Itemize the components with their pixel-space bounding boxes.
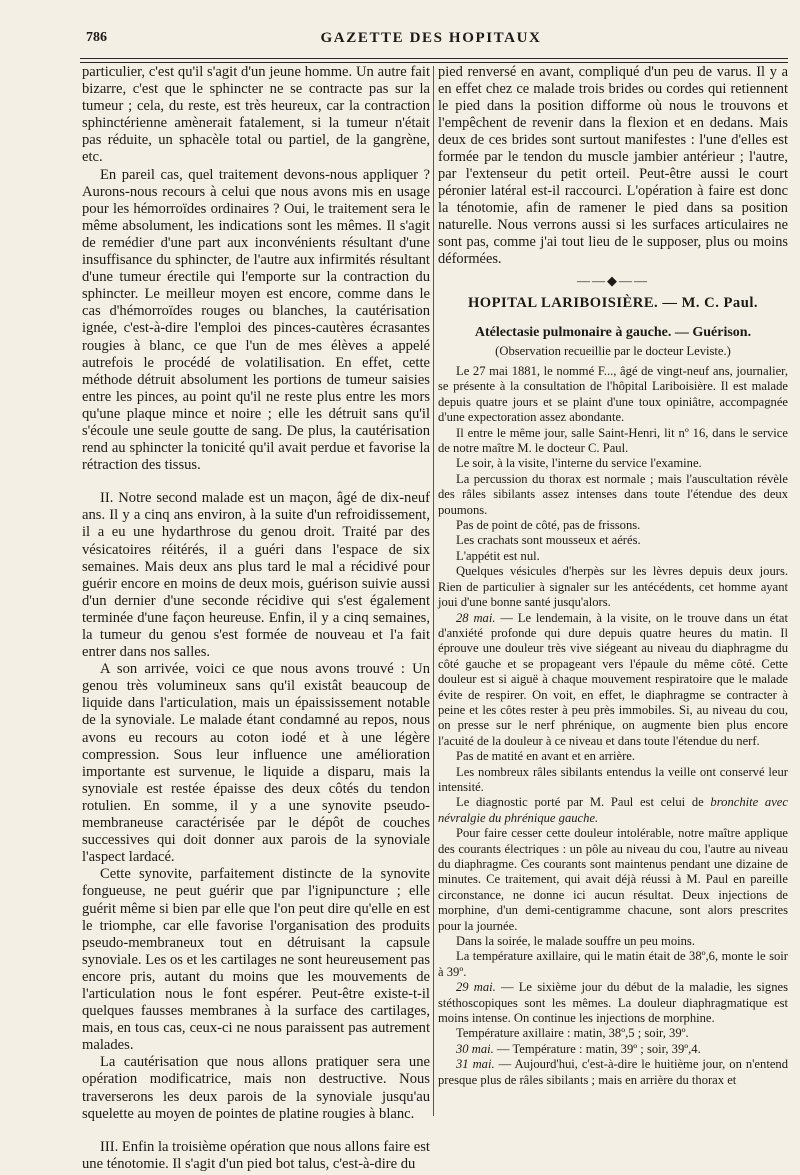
paragraph xyxy=(438,1057,788,1088)
paragraph: Quelques vésicules d'herpès sur les lèvres depuis deux jours. Rien de particulier à signaler sur les antécédents, cet homme ayant joui d'une bonne santé jusqu'alors. xyxy=(438,564,788,610)
entry-text: — Le sixième jour du début de la maladie, les signes stéthoscopiques sont les mêmes. La douleur diaphragmatique est moins intense. On continue les injections de morphine. xyxy=(438,980,789,1026)
paragraph xyxy=(438,611,788,750)
case-report xyxy=(438,364,788,1088)
column-divider xyxy=(433,66,434,1116)
entry-text: — Le lendemain, à la visite, on le trouve dans un état d'anxiété profonde qui dure depuis quatre heures du matin. Il éprouve une douleur très vive siégeant au niveau du diaphragme du côté gauche et se propageant vers l'épaule du même côté. Cette douleur est si aiguë à chaque mouvement respiratoire que le malade évite de respirer. On voit, en effet, le diaphragme se contracter à peine et les côtes rester à peu près immobiles. Si, au niveau du cou, on presse sur le nerf phrénique, on augmente bien plus encore l'acuité de la douleur à ce niveau et dans toute l'étendue du nerf. xyxy=(438,610,788,748)
paragraph: Les crachats sont mousseux et aérés. xyxy=(456,533,641,548)
paragraph: Pas de matité en avant et en arrière. xyxy=(456,749,636,764)
paragraph: Le 27 mai 1881, le nommé F..., âgé de vingt-neuf ans, journalier, se présente à la consultation de l'hôpital Lariboisière. Il est malade depuis quatre jours et se plaint d'une toux opiniâtre, accompagnée d'une expectoration assez abondante. xyxy=(438,364,788,425)
paragraph: La cautérisation que nous allons pratiquer sera une opération modificatrice, mais non destructive. Nous traverserons les deux parois de la synoviale jusqu'au squelette au moyen de pointes de platine rougies à blanc. xyxy=(82,1054,430,1122)
paragraph: L'appétit est nul. xyxy=(456,548,540,563)
case-title: Atélectasie pulmonaire à gauche. — Guérison. xyxy=(474,325,752,340)
paragraph: Il entre le même jour, salle Saint-Henri, lit nº 16, dans le service de notre maître M. le docteur C. Paul. xyxy=(438,425,788,456)
page-number: 786 xyxy=(86,30,107,45)
paragraph: Pour faire cesser cette douleur intolérable, notre maître applique des courants électriques : un pôle au niveau du cou, l'autre au niveau du diaphragme. Ces courants sont maintenus pendant une dizaine de minutes. Ce traitement, qui avait déjà réussi à M. Paul en pareille circonstance, ne donne ici aucun résultat. Deux injections de morphine, d'un demi-centigramme chacune, sont alors prescrites pour la journée. xyxy=(438,826,788,933)
paragraph: Température axillaire : matin, 38º,5 ; soir, 39º. xyxy=(456,1026,689,1041)
observation-note: (Observation recueillie par le docteur Leviste.) xyxy=(495,344,731,358)
header-rule xyxy=(80,58,788,59)
paragraph: particulier, c'est qu'il s'agit d'un jeune homme. Un autre fait bizarre, c'est que le sphincter ne se contracte pas sur la tumeur ; cela, du reste, est très heureux, car la contraction sphinctérienne amènerait fatalement, si la tumeur n'était pas réduite, un sphacèle total ou partiel, de la gangrène, etc. xyxy=(82,64,430,166)
diagnosis-emphasis: bronchite avec névralgie du phrénique gauche. xyxy=(438,795,788,825)
paragraph: Les nombreux râles sibilants entendus la veille ont conservé leur intensité. xyxy=(438,764,788,794)
entry-date: 28 mai. xyxy=(456,610,496,625)
paragraph xyxy=(438,1042,788,1057)
header-rule-thin xyxy=(80,62,788,63)
paragraph: Pas de point de côté, pas de frissons. xyxy=(456,518,641,533)
entry-text: — Aujourd'hui, c'est-à-dire le huitième jour, on n'entend presque plus de râles sibilants ; mais en arrière du thorax et xyxy=(438,1057,788,1087)
paragraph: La percussion du thorax est normale ; mais l'auscultation révèle des râles sibilants assez intenses dans toute l'étendue des deux poumons. xyxy=(438,471,788,517)
section-separator: ——◆—— xyxy=(577,273,649,288)
page-header xyxy=(80,30,782,54)
paragraph: Dans la soirée, le malade souffre un peu moins. xyxy=(456,934,695,949)
paragraph: Le soir, à la visite, l'interne du service l'examine. xyxy=(456,456,702,471)
paragraph: La température axillaire, qui le matin était de 38º,6, monte le soir à 39º. xyxy=(438,949,788,979)
entry-text: — Température : matin, 39º ; soir, 39º,4. xyxy=(493,1041,701,1056)
entry-date: 30 mai. xyxy=(456,1041,494,1056)
paragraph xyxy=(438,795,788,826)
paragraph: Cette synovite, parfaitement distincte de la synovite fongueuse, ne peut guérir que par l'ignipuncture ; elle guérit même si bien par elle que l'on peut dire qu'elle en est le triomphe, car elle favorise l'organisation des produits pseudo-membraneux tout en détruisant la capsule synoviale. Les os et les cartilages ne sont heureusement pas encore pris, autant du moins que les mouvements de l'articulation nous le font espérer. Peut-être existe-t-il quelques fausses membranes à la surface des cartilages, mais, en tous cas, ceux-ci ne nous paraissent pas autrement malades. xyxy=(82,866,430,1054)
paragraph xyxy=(438,980,788,1026)
right-column xyxy=(438,64,788,1088)
paragraph: En pareil cas, quel traitement devons-nous appliquer ? Aurons-nous recours à celui que nous avons mis en usage pour les hémorroïdes ordinaires ? Oui, le traitement sera le même absolument, les indications sont les mêmes. Il s'agit de remédier d'une part aux inconvénients résultant d'une insuffisance du sphincter, de l'autre aux infirmités résultant d'une tumeur érectile qui l'emporte sur la contraction du sphincter. Le meilleur moyen est encore, comme dans le cas d'hémorroïdes rouges ou blanches, la cautérisation ignée, c'est-à-dire l'emploi des pinces-cautères écrasantes rougies à blanc, ce que l'un de mes élèves a appelé autrefois le procédé de volatilisation. En effet, cette méthode détruit absolument les portions de tumeur saisies entre les pinces, au point qu'il ne reste plus entre les mors qu'une plaque mince et noire ; elle les détruit sans qu'il s'écoule une seule goutte de sang. De plus, la cautérisation rend au sphincter la tonicité qu'il avait perdue et favorise la rétraction des tissus. xyxy=(82,166,430,474)
paragraph: III. Enfin la troisième opération que nous allons faire est une ténotomie. Il s'agit d'un pied bot talus, c'est-à-dire du xyxy=(82,1138,430,1172)
journal-title: GAZETTE DES HOPITAUX xyxy=(320,30,542,46)
left-column xyxy=(82,64,430,1173)
entry-date: 31 mai. xyxy=(456,1057,495,1072)
paragraph: pied renversé en avant, compliqué d'un peu de varus. Il y a en effet chez ce malade trois brides ou cordes qui retiennent le pied dans la position difforme où nous le trouvons et l'empêchent de revenir dans la flexion et en dedans. Mais deux de ces brides sont surtout manifestes : l'une d'elles est formée par le tendon du muscle jambier antérieur ; l'autre, par l'extenseur du petit orteil. Peut-être aussi le court péronier latéral est-il raccourci. L'opération à faire est donc la ténotomie, afin de ramener le pied dans sa position naturelle. Nous verrons aussi si les surfaces articulaires ne sont pas, comme j'ai tout lieu de le supposer, plus ou moins déformées. xyxy=(438,64,788,267)
diagnosis-text: Le diagnostic porté par M. Paul est celui de xyxy=(456,795,711,810)
paragraph: A son arrivée, voici ce que nous avons trouvé : Un genou très volumineux sans qu'il existât beaucoup de liquide dans l'articulation, mais un épaississement notable de la synoviale. Le malade étant condamné au repos, nous avons eu recours au coton iodé et à une légère compression. Sous leur influence une amélioration importante est survenue, le liquide a disparu, mais la synoviale est restée épaisse des deux côtés du tendon rotulien. En somme, il y a une synovite pseudo-membraneuse caractérisée par le dépôt de couches successives qui doit donner aux parois de la synoviale l'aspect lardacé. xyxy=(82,661,430,866)
paragraph: II. Notre second malade est un maçon, âgé de dix-neuf ans. Il y a cinq ans environ, à la suite d'un refroidissement, il a eu une hydarthrose du genou droit. Traité par des vésicatoires réitérés, il a guéri dans l'espace de six semaines. Mais deux ans plus tard le mal a récidivé pour guérir encore en moins de deux mois, guérison suivie aussi d'un dernier d'une seconde récidive qui s'est également terminée d'une façon heureuse. Enfin, il y a cinq semaines, la tumeur du genou s'est formée de nouveau et l'a fait entrer dans nos salles. xyxy=(82,490,430,661)
hospital-heading: HOPITAL LARIBOISIÈRE. — M. C. Paul. xyxy=(467,295,759,311)
entry-date: 29 mai. xyxy=(456,980,496,995)
